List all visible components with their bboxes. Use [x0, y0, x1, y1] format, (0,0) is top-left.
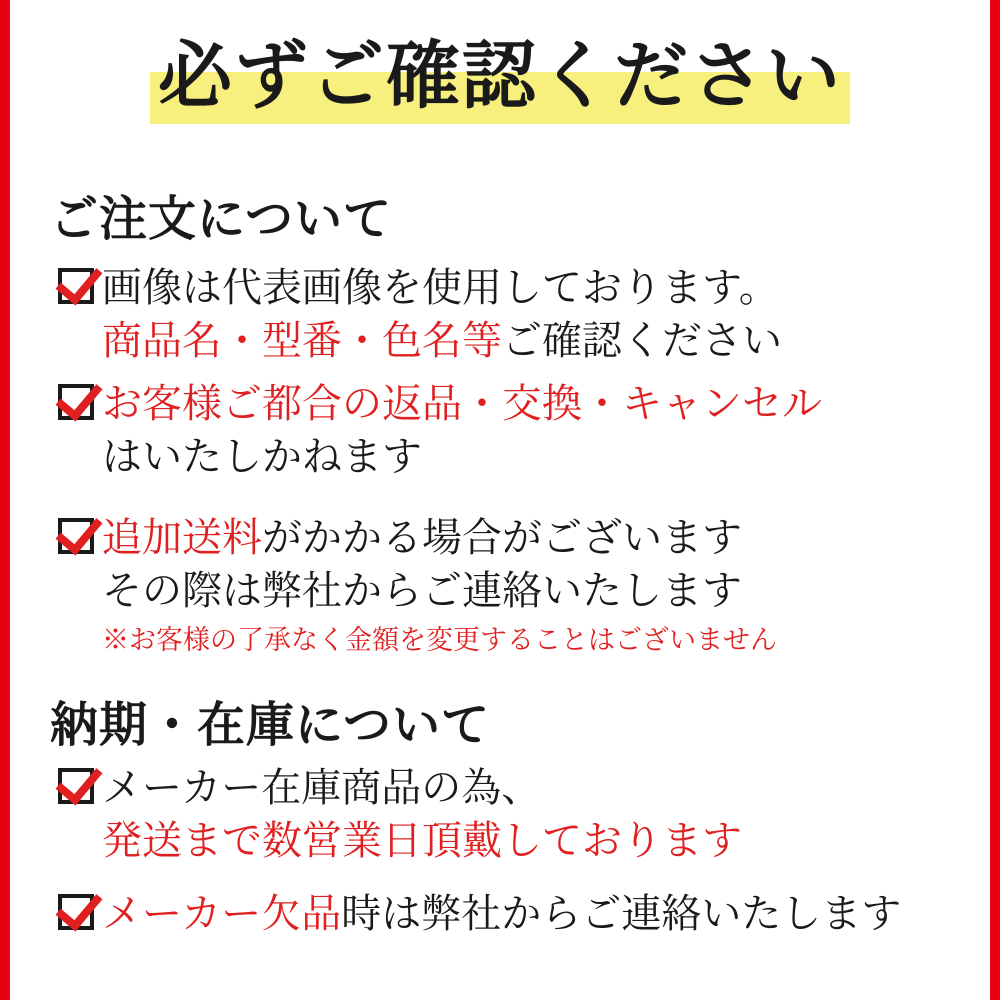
list-item-line2-black: ご確認ください [502, 317, 782, 364]
checkbox-icon [58, 518, 94, 554]
list-item-line1-red: お客様ご都合の返品・交換・キャンセル [102, 381, 822, 427]
list-item-text [102, 762, 742, 868]
checkbox-icon [58, 384, 94, 420]
list-item [58, 888, 901, 941]
list-item-line2: はいたしかねます [102, 433, 422, 480]
right-red-border [990, 0, 1000, 1000]
list-item-line1-black: がかかる場合がございます [262, 515, 742, 561]
list-item-line1-red: 追加送料 [102, 515, 262, 561]
list-item-line2-red: 商品名・型番・色名等 [102, 317, 502, 364]
list-item-line1: 画像は代表画像を使用しております。 [102, 265, 779, 311]
checkbox-icon [58, 268, 94, 304]
section-heading-delivery: 納期・在庫について [50, 697, 491, 753]
list-item-text [102, 512, 777, 659]
notice-page [10, 0, 990, 1000]
list-item-line2: その際は弊社からご連絡いたします [102, 567, 742, 614]
left-red-border [0, 0, 10, 1000]
list-item-text [102, 262, 782, 368]
title-text: 必ずご確認ください [158, 33, 842, 119]
list-item-line1-black: 時は弊社からご連絡いたします [341, 891, 902, 937]
list-item-note: ※お客様の了承なく金額を変更することはございません [102, 624, 777, 656]
list-item [58, 378, 822, 484]
list-item [58, 262, 782, 368]
list-item-line1-red: メーカー欠品 [102, 891, 342, 937]
section-heading-orders: ご注文について [50, 191, 393, 247]
list-item [58, 512, 777, 659]
checkbox-icon [58, 894, 94, 930]
list-item-line2-red: 発送まで数営業日頂戴しております [102, 817, 742, 864]
list-item-text [102, 378, 822, 484]
checkbox-icon [58, 768, 94, 804]
list-item-line1: メーカー在庫商品の為、 [102, 765, 542, 811]
list-item [58, 762, 742, 868]
list-item-line2 [102, 315, 782, 368]
list-item-text [102, 888, 901, 941]
page-title [10, 30, 990, 123]
